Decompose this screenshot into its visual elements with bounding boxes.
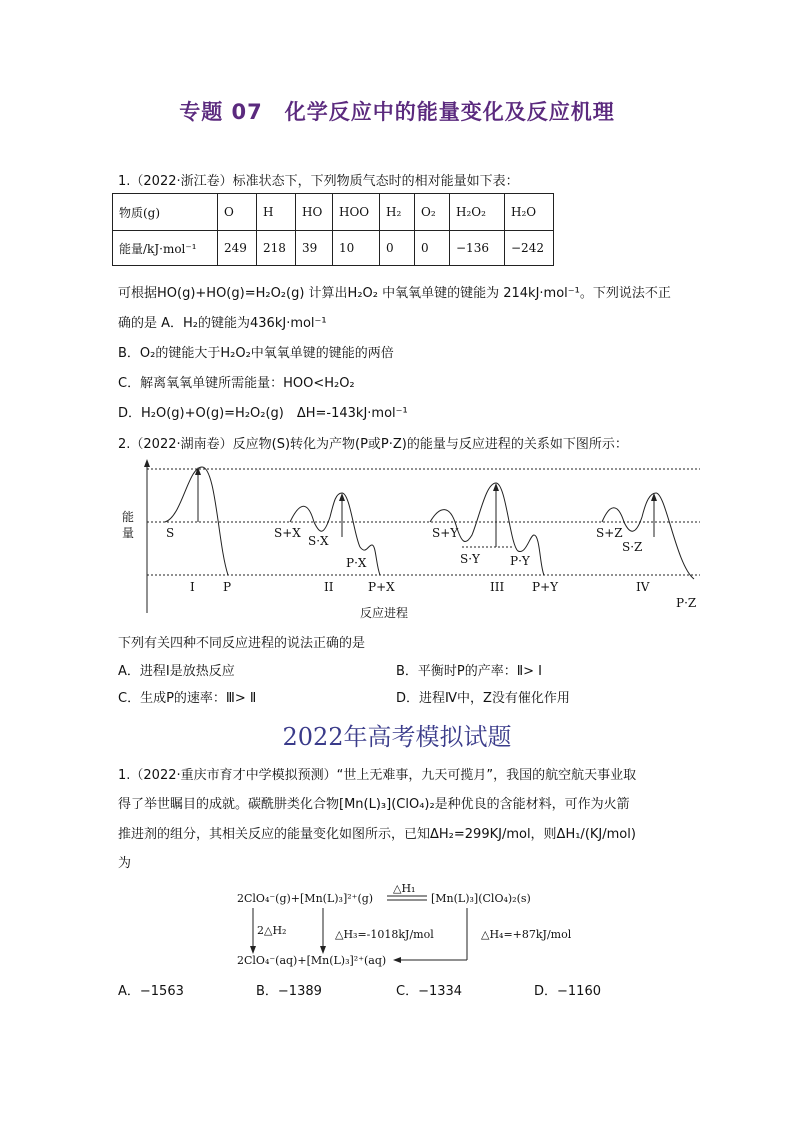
table-cell: 249: [218, 231, 257, 266]
table-cell: H: [257, 194, 296, 231]
label-s-dot-x: S·X: [308, 534, 329, 548]
curve-ii: [290, 493, 380, 575]
table-cell: H₂O: [505, 194, 554, 231]
dh2-label: 2△H₂: [257, 924, 287, 937]
label-s-plus-z: S+Z: [596, 526, 623, 540]
q3-line1: 1.（2022·重庆市育才中学模拟预测）“世上无难事，九天可揽月”，我国的航空航天事业取: [118, 768, 637, 783]
dh1-label: △H₁: [393, 882, 416, 895]
table-cell: −242: [505, 231, 554, 266]
label-p-dot-z: P·Z: [676, 596, 697, 610]
label-s-plus-y: S+Y: [432, 526, 459, 540]
table-cell: HOO: [333, 194, 380, 231]
label-p-dot-x: P·X: [346, 556, 367, 570]
label-p-plus-x: P+X: [368, 580, 395, 594]
q3-option-d: D．−1160: [534, 984, 601, 999]
q3-option-c: C．−1334: [396, 984, 463, 999]
bottom-species: 2ClO₄⁻(aq)+[Mn(L)₃]²⁺(aq): [237, 954, 387, 967]
table-cell: HO: [296, 194, 333, 231]
q1-stem: 1.（2022·浙江卷）标准状态下，下列物质气态时的相对能量如下表：: [118, 174, 519, 189]
table-cell: −136: [450, 231, 505, 266]
q2-prompt: 下列有关四种不同反应进程的说法正确的是: [118, 636, 366, 651]
q2-option-b: B．平衡时P的产率：Ⅱ> Ⅰ: [396, 664, 543, 679]
y-axis-label-2: 量: [122, 526, 135, 540]
q3-line2: 得了举世瞩目的成就。碳酰肼类化合物[Mn(L)₃](ClO₄)₂是种优良的含能材料，可作为火箭: [118, 797, 630, 812]
label-s-dot-y: S·Y: [460, 552, 480, 566]
table-cell: O₂: [415, 194, 450, 231]
label-p: P: [223, 580, 232, 594]
y-axis-label-1: 能: [122, 510, 135, 524]
curve-i: [165, 467, 228, 575]
table-cell: 0: [380, 231, 415, 266]
energy-table: [112, 193, 554, 266]
q3-option-b: B．−1389: [256, 984, 322, 999]
table-row-header: [113, 194, 554, 231]
label-iv: IV: [636, 580, 650, 594]
table-cell: 物质(g): [113, 194, 218, 231]
label-p-dot-y: P·Y: [510, 554, 530, 568]
table-cell: O: [218, 194, 257, 231]
q1-option-b: B．O₂的键能大于H₂O₂中氧氧单键的键能的两倍: [118, 346, 394, 361]
q3-line3: 推进剂的组分，其相关反应的能量变化如图所示，已知ΔH₂=299KJ/mol，则ΔH₁/(KJ/mol): [118, 827, 636, 842]
q1-option-c: C．解离氧氧单键所需能量：HOO<H₂O₂: [118, 376, 355, 391]
table-cell: 39: [296, 231, 333, 266]
x-axis-label: 反应进程: [360, 606, 409, 620]
q2-option-a: A．进程Ⅰ是放热反应: [118, 664, 235, 679]
energy-profile-diagram: [110, 455, 710, 625]
section-heading: 2022年高考模拟试题: [282, 723, 512, 751]
label-ii: II: [324, 580, 334, 594]
table-cell: 能量/kJ·mol⁻¹: [113, 231, 218, 266]
q3-line4: 为: [118, 856, 132, 871]
label-i: I: [190, 580, 195, 594]
left-top-species: 2ClO₄⁻(g)+[Mn(L)₃]²⁺(g): [237, 892, 374, 905]
label-p-plus-y: P+Y: [532, 580, 559, 594]
q1-line1: 可根据HO(g)+HO(g)=H₂O₂(g) 计算出H₂O₂ 中氧氧单键的键能为 214kJ·mol⁻¹。下列说法不正: [118, 286, 671, 301]
q2-option-d: D．进程Ⅳ中，Z没有催化作用: [396, 691, 570, 706]
thermo-cycle-diagram: [225, 876, 585, 972]
table-cell: 10: [333, 231, 380, 266]
q1-line2: 确的是 A．H₂的键能为436kJ·mol⁻¹: [118, 316, 327, 331]
q2-option-c: C．生成P的速率：Ⅲ> Ⅱ: [118, 691, 257, 706]
label-s-dot-z: S·Z: [622, 540, 643, 554]
table-cell: 0: [415, 231, 450, 266]
q2-stem: 2.（2022·湖南卷）反应物(S)转化为产物(P或P·Z)的能量与反应进程的关系如下图所示：: [118, 437, 628, 452]
label-iii: III: [490, 580, 505, 594]
label-s-plus-x: S+X: [274, 526, 301, 540]
dh4-label: △H₄=+87kJ/mol: [481, 928, 572, 941]
label-s: S: [166, 526, 175, 540]
right-top-species: [Mn(L)₃](ClO₄)₂(s): [431, 892, 531, 905]
table-cell: 218: [257, 231, 296, 266]
table-cell: H₂O₂: [450, 194, 505, 231]
table-cell: H₂: [380, 194, 415, 231]
page-title: 专题 07 化学反应中的能量变化及反应机理: [179, 100, 615, 124]
y-axis-arrow: [144, 459, 150, 467]
dh3-label: △H₃=-1018kJ/mol: [335, 928, 434, 941]
q3-option-a: A．−1563: [118, 984, 184, 999]
table-row-values: [113, 231, 554, 266]
q1-option-d: D．H₂O(g)+O(g)=H₂O₂(g) ΔH=-143kJ·mol⁻¹: [118, 406, 408, 421]
